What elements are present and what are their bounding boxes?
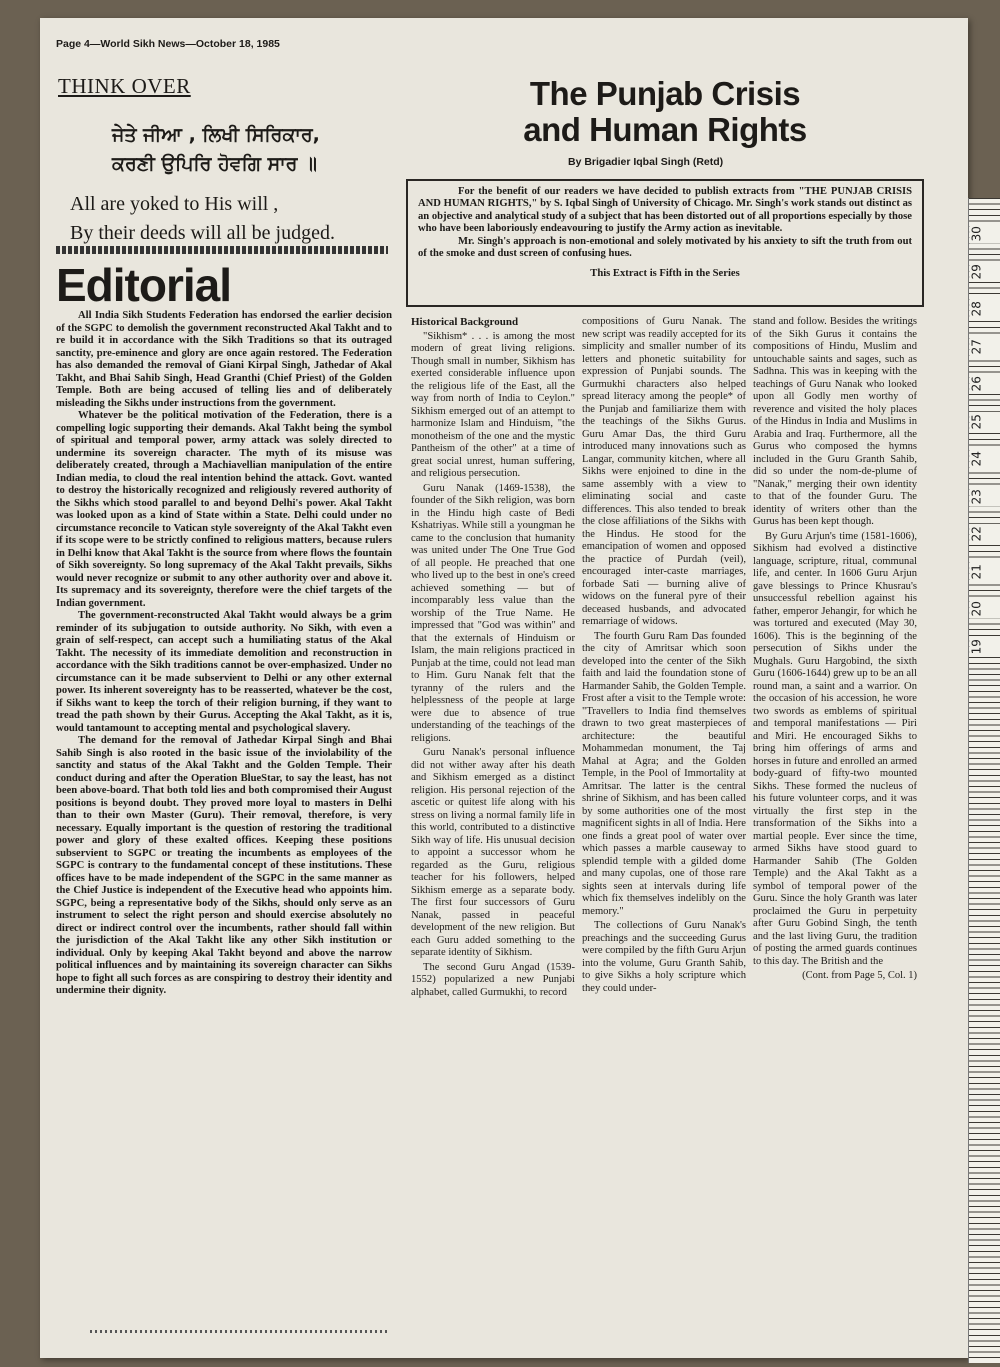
article-column-1 (411, 316, 575, 1336)
intro-paragraph: For the benefit of our readers we have decided to publish extracts from "THE PUNJAB CRISIS AND HUMAN RIGHTS," by S. Iqbal Singh of University of Chicago. Mr. Singh's work stands out distinct as an objective and analytical study of a subject that has been distorted out of all proportions especially by those who have been laboriously endeavouring to justify the Army action as inevitable. (418, 186, 912, 235)
article-title-line: The Punjab Crisis (529, 75, 801, 112)
ruler-number: 19 (969, 636, 1000, 656)
ruler-number: 26 (969, 374, 1000, 394)
think-over-translation (70, 190, 415, 248)
intro-box (406, 179, 924, 307)
article-title-line: and Human Rights (523, 111, 807, 148)
newspaper-page (40, 18, 968, 1358)
translation-line: All are yoked to His will , (70, 193, 279, 215)
article-paragraph: stand and follow. Besides the writings of the Sikh Gurus it contains the compositions of Hindu, Muslim and untouchable saints and sages, such as Sadhna. This was in keeping with the teachings of Guru Nanak who looked upon all Godly men worthy of reverence and visited the holy places of the Hindus in India and Muslims in Arabia and Iraq. Furthermore, all the Gurus who composed the hymns included in the Guru Granth Sahib, did so under the nom-de-plume of "Nanak," merging their own identity to that of the founder Guru. The identity of writers other than the Gurus has been kept though. (753, 316, 917, 527)
article-title (505, 76, 825, 148)
intro-paragraph: Mr. Singh's approach is non-emotional and solely motivated by his anxiety to sift the truth from out of the smoke and dust screen of confusing hues. (418, 235, 912, 260)
article-column-3 (753, 316, 917, 1336)
ruler-number: 23 (969, 486, 1000, 506)
gurmukhi-verse (112, 121, 402, 179)
running-head: Page 4—World Sikh News—October 18, 1985 (56, 38, 280, 50)
ruler-number: 24 (969, 449, 1000, 469)
article-paragraph: compositions of Guru Nanak. The new script was readily accepted for its simplicity and smaller number of its letters and phonetic suitability for expression of Punjabi sounds. The Gurmukhi characters also helped spread literacy among the people* of the Punjab and familiarize them with the teachings of the Sikhs Gurus. Guru Amar Das, the third Guru introduced many innovations such as Langar, community kitchen, where all Sikhs were enjoined to dine in the same assembly with a view to eliminating social and caste differences. This also tended to break the close affiliations of the Sikhs with the Hindus. He stood for the emancipation of women and opposed the practice of Purdah (veil), encouraged inter-caste marriages, forbade Sati — burning alive of widows on the funeral pyre of their deceased husbands, and advocated remarriage of widows. (582, 316, 746, 627)
think-over-title: THINK OVER (58, 74, 191, 98)
ruler-number: 27 (969, 336, 1000, 356)
dashed-divider (56, 246, 388, 254)
gurmukhi-line: ਜੇਤੇ ਜੀਆ , ਲਿਖੀ ਸਿਰਿਕਾਰ, (112, 124, 320, 146)
article-byline: By Brigadier Iqbal Singh (Retd) (568, 156, 724, 168)
ruler-number: 21 (969, 561, 1000, 581)
editorial-paragraph: The government-reconstructed Akal Takht would always be a grim reminder of its subjugation to outside authority. No Sikh, with even a grain of self-respect, can accept such a humiliating status of the Akal Takht. The necessity of its immediate demolition and reconstruction in accordance with the Sikh traditions cannot be over-emphasized. Under no circumstance can it be made subservient to Delhi or any other external power. Its inherent sovereignty has to be reasserted, whatever be the cost, if Sikhs want to keep the torch of their religion burning, if they want to tread the path shown by their Gurus. Accepting the Akal Takht, as it is, would tantamount to accepting mental and psychological slavery. (56, 610, 392, 734)
ruler-number: 30 (969, 224, 1000, 244)
editorial-paragraph: The demand for the removal of Jathedar Kirpal Singh and Bhai Sahib Singh is also rooted in the basic issue of the inviolability of the sanctity and status of the Akal Takht and the Golden Temple. Their conduct during and after the Operation BlueStar, to say the least, has not been above-board. That both told lies and both compromised their August positions is beyond doubt. They proved more loyal to masters in Delhi than to their own Master (Guru). Their removal, therefore, is very necessary. Equally important is the question of restoring the traditional power and glory of these exalted offices. Keeping these positions subservient to SGPC or treating the incumbents as employees of the SGPC is contrary to the fundamental concept of these institutions. These offices have to be made independent of the SGPC in the same manner as the Chief Justice is independent of the Executive head who appoints him. SGPC, being a representative body of the Sikhs, should only serve as an instrument to select the right person and should exercise absolutely no direct or indirect control over the incumbents, rather should fall within the jurisdiction of the Akal Takht like any other Sikh institution or individual. Only by keeping Akal Takht beyond and above the narrow political influences and by maintaining its sovereign character can Sikhs hope to fight all such forces as are conspiring to destroy their identity and undermine their dignity. (56, 735, 392, 996)
editorial-paragraph: Whatever be the political motivation of the Federation, there is a compelling logic supporting their demands. Akal Takht being the symbol of spiritual and temporal power, army attack was solely directed to undermine its sovereign character. The myth of its misuse was deliberately created, through a Machiavellian manipulation of the entire Indian media, to cloud the real intention behind the attack. Govt. wanted to destroy the historically recognized and religiously revered authority of the Sikhs which stood parallel to and beyond Delhi's power. Akal Takht was looked upon as a kind of State within a State. Delhi could under no circumstance reconcile to Vatican style sovereignty of the Akal Takht even if its scope were to be strictly confined to religious matters, because rulers in Delhi know that Akal Takht is the source from where flows the fountain of Sikh sovereignty. So long supremacy of the Akal Takht prevails, Sikhs would never recognize or submit to any other authority over and above it. Its supremacy and its sovereignty, therefore were the chief targets of the Indian government. (56, 410, 392, 609)
editorial-heading: Editorial (56, 259, 232, 311)
dotted-divider (90, 1330, 390, 1333)
ruler-number: 22 (969, 524, 1000, 544)
article-paragraph: The collections of Guru Nanak's preachings and the succeeding Gurus were compiled by the fifth Guru Arjun into the volume, Guru Granth Sahib, to give Sikhs a holy scripture which they could under- (582, 920, 746, 994)
editorial-paragraph: All India Sikh Students Federation has endorsed the earlier decision of the SGPC to demolish the government reconstructed Akal Takht and to re build it in accordance with the Sikh Traditions so that its outraged sanctity, pre-eminence and glory are once again restored. The Federation has also demanded the removal of Giani Kirpal Singh, Jathedar of Akal Takht, and Bhai Sahib Singh, Head Granthi (Chief Priest) of the Golden Temple. Both are being accused of telling lies and of deliberately misleading the Sikhs under instructions from the government. (56, 310, 392, 409)
gurmukhi-line: ਕਰਣੀ ਉਪਿਰਿ ਹੋਵਗਿ ਸਾਰ ॥ (112, 153, 317, 175)
article-paragraph: "Sikhism* . . . is among the most modern of great living religions. Though small in number, Sikhism has exerted considerable influence upon the religious life of the East, all the way from north of India to Ceylon." Sikhism emerged out of an attempt to harmonize Islam and Hinduism, "the monotheism of the one and the mystic Pantheism of the other" at a time of great social unrest, human suffering, and religious persecution. (411, 330, 575, 479)
article-paragraph: Guru Nanak (1469-1538), the founder of the Sikh religion, was born in the Hindu high caste of Bedi Kshatriyas. While still a youngman he came to the conclusion that humanity was united under The One True God of all people. He preached that one who lived up to the best in one's creed achieved something — but of incomparably less value than the worship of the True Name. He impressed that "God was within" and that the externals of Hinduism or Islam, the main religions practiced in Punjab at the time, could not lead man to Him. Guru Nanak felt that the tyranny of the rulers and the helplessness of the people at large were due to absence of true understanding of the teachings of the religions. (411, 482, 575, 744)
ruler-numbers (969, 215, 998, 665)
ruler-number: 28 (969, 299, 1000, 319)
section-subheading: Historical Background (411, 316, 519, 328)
series-note: This Extract is Fifth in the Series (590, 268, 740, 280)
ruler-number: 20 (969, 599, 1000, 619)
article-paragraph: The fourth Guru Ram Das founded the city of Amritsar which soon developed into the center of the Sikh faith and laid the foundation stone of Harmander Sahib, the Golden Temple. Frost after a visit to the Temple wrote: "Travellers to India find themselves drawn to two great masterpieces of architecture: the beautiful Mohammedan monument, the Taj Mahal at Agra; and the Golden Temple, in the Pool of Immortality at Amritsar. The latter is the central shrine of Sikhism, and has been called by some authorities one of the most magnificent sights in all of India. Here one finds a great pool of water over which passes a marble causeway to splendid temple with a gilded dome and many cupolas, one of those rare sights seen at intervals during life which fix themselves indelibly on the memory." (582, 630, 746, 917)
ruler-number: 25 (969, 411, 1000, 431)
translation-line: By their deeds will all be judged. (70, 222, 335, 244)
article-paragraph: By Guru Arjun's time (1581-1606), Sikhism had evolved a distinctive language, scripture, ritual, communal life, and center. In 1606 Guru Arjun gave blessings to Prince Khusrau's unsuccessful rebellion against his father, emperor Jehangir, for which he was tortured and executed (May 30, 1606). This is the beginning of the persecution of Sikhs under the Mughals. Guru Hargobind, the sixth Guru (1606-1644) grew up to be an all round man, a saint and a warrior. On the occasion of his accession, he wore two swords as emblems of spiritual and temporal manifestations — Piri and Miri. He encouraged Sikhs to bring him offerings of arms and horses in future and enrolled an armed body-guard of fifty-two mounted Sikhs. These formed the nucleus of his future volunteer corps, and it was virtually the first step in the transformation of the Sikhs into a martial people. Ever since the time, armed Sikhs have stood guard to Harmander Sahib (The Golden Temple) and the Akal Takht as a symbol of temporal power of the Guru. Since the holy Granth was later proclaimed the Guru in perpetuity after Guru Gobind Singh, the tenth and the last living Guru, the tradition of posting the armed guards continues to this day. The British and the (753, 530, 917, 967)
editorial-body (56, 310, 392, 1325)
article-paragraph: The second Guru Angad (1539-1552) popularized a new Punjabi alphabet, called Gurmukhi, to record (411, 961, 575, 998)
continuation-note: (Cont. from Page 5, Col. 1) (802, 970, 917, 981)
article-paragraph: Guru Nanak's personal influence did not wither away after his death and Sikhism emerged as a distinct religion. His personal rejection of the ascetic or quitest life along with his stress on living a normal family life in this world, contributed to a distinctive Sikh way of life. His unusual decision to appoint a successor whom he regarded as the Guru, religious teacher for his followers, helped Sikhism emerge as a separate body. The first four successors of Guru Nanak, passed in peaceful development of the new religion. But each Guru added something to the separate identity of Sikhism. (411, 747, 575, 958)
ruler-number: 29 (969, 261, 1000, 281)
article-column-2 (582, 316, 746, 1336)
